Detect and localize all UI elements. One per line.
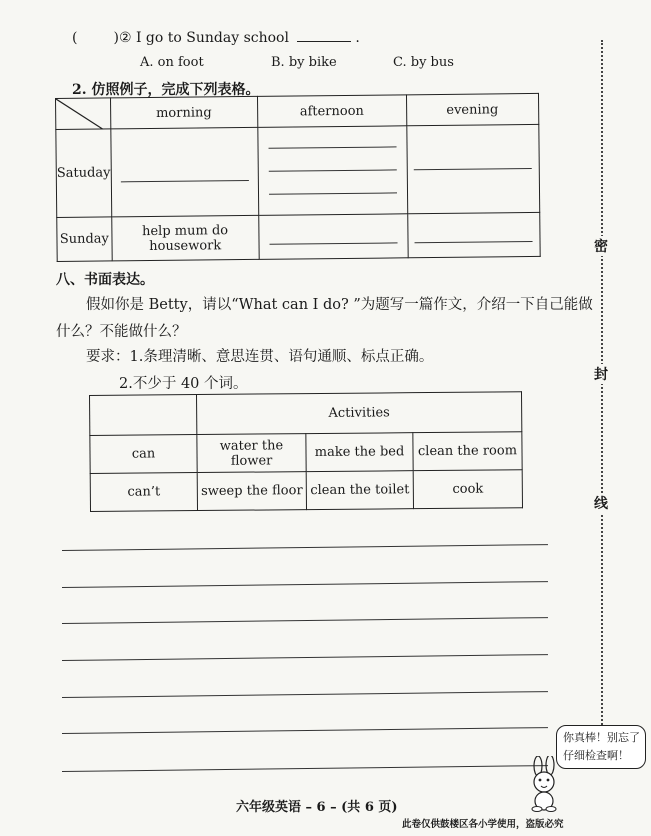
speech-bubble	[556, 725, 646, 769]
question-end: .	[355, 30, 360, 46]
prompt-line1: 假如你是 Betty，请以“What can I do? ”为题写一篇作文，介绍一下自己能做	[86, 297, 593, 313]
option-a: A. on foot	[140, 55, 204, 70]
cell-sun-morning-example: help mum do housework	[111, 215, 258, 261]
writing-line[interactable]	[62, 617, 548, 624]
question-2	[72, 30, 360, 46]
col-morning: morning	[110, 96, 257, 129]
copyright-note: 此卷仅供鼓楼区各小学使用，盗版必究	[402, 819, 564, 830]
cell-sat-morning[interactable]	[110, 127, 258, 217]
requirement-2: 2.不少于 40 个词。	[119, 376, 248, 392]
prompt-line2: 什么？不能做什么？	[56, 324, 187, 340]
seal-char-mi: 密	[591, 236, 611, 256]
cell-sun-afternoon[interactable]	[258, 214, 407, 260]
page-footer: 六年级英语 – 6 – (共 6 页)	[236, 800, 398, 815]
activity-cell: water the flower	[197, 434, 306, 473]
schedule-table	[55, 93, 540, 262]
bubble-line1: 你真棒！别忘了	[563, 731, 640, 744]
row-label-can: can	[90, 435, 197, 474]
activity-cell: cook	[413, 470, 522, 509]
row-label-sunday: Sunday	[57, 217, 112, 262]
section8-heading: 八、书面表达。	[56, 272, 154, 288]
activity-cell: clean the room	[413, 432, 522, 471]
cell-sun-evening[interactable]	[407, 212, 539, 257]
writing-line[interactable]	[62, 544, 548, 551]
col-afternoon: afternoon	[257, 95, 406, 128]
row-label-cant: can’t	[90, 473, 197, 512]
writing-line[interactable]	[62, 654, 548, 661]
question-stem: I go to Sunday school	[135, 30, 289, 46]
activities-header: Activities	[197, 392, 522, 435]
task2-heading: 2. 仿照例子，完成下列表格。	[72, 82, 260, 98]
diagonal-line-icon	[56, 98, 103, 129]
cell-sat-evening[interactable]	[406, 124, 539, 213]
seal-char-xian: 线	[591, 493, 611, 513]
activity-cell: make the bed	[306, 433, 413, 472]
writing-line[interactable]	[62, 765, 548, 772]
bubble-line2: 仔细检查啊！	[563, 749, 629, 762]
activity-cell: clean the toilet	[306, 471, 413, 510]
paren-close: )	[113, 30, 119, 46]
activity-cell: sweep the floor	[197, 472, 306, 511]
writing-line[interactable]	[62, 727, 548, 734]
activities-table	[89, 391, 523, 512]
row-label-saturday: Satuday	[56, 129, 112, 218]
cell-sat-afternoon[interactable]	[257, 126, 407, 216]
col-evening: evening	[406, 93, 538, 125]
seal-dotted-line	[601, 40, 603, 740]
option-b: B. by bike	[271, 55, 337, 70]
seal-char-feng: 封	[591, 364, 611, 384]
paren-open: (	[72, 30, 78, 46]
writing-line[interactable]	[62, 691, 548, 698]
act-corner	[90, 395, 197, 436]
requirement-1: 要求：1.条理清晰、意思连贯、语句通顺、标点正确。	[86, 349, 434, 365]
answer-blank[interactable]	[297, 41, 351, 42]
option-c: C. by bus	[393, 55, 454, 70]
rabbit-mascot-icon	[524, 756, 566, 812]
question-number: ②	[118, 30, 132, 46]
corner-cell	[56, 98, 111, 130]
writing-line[interactable]	[62, 581, 548, 588]
